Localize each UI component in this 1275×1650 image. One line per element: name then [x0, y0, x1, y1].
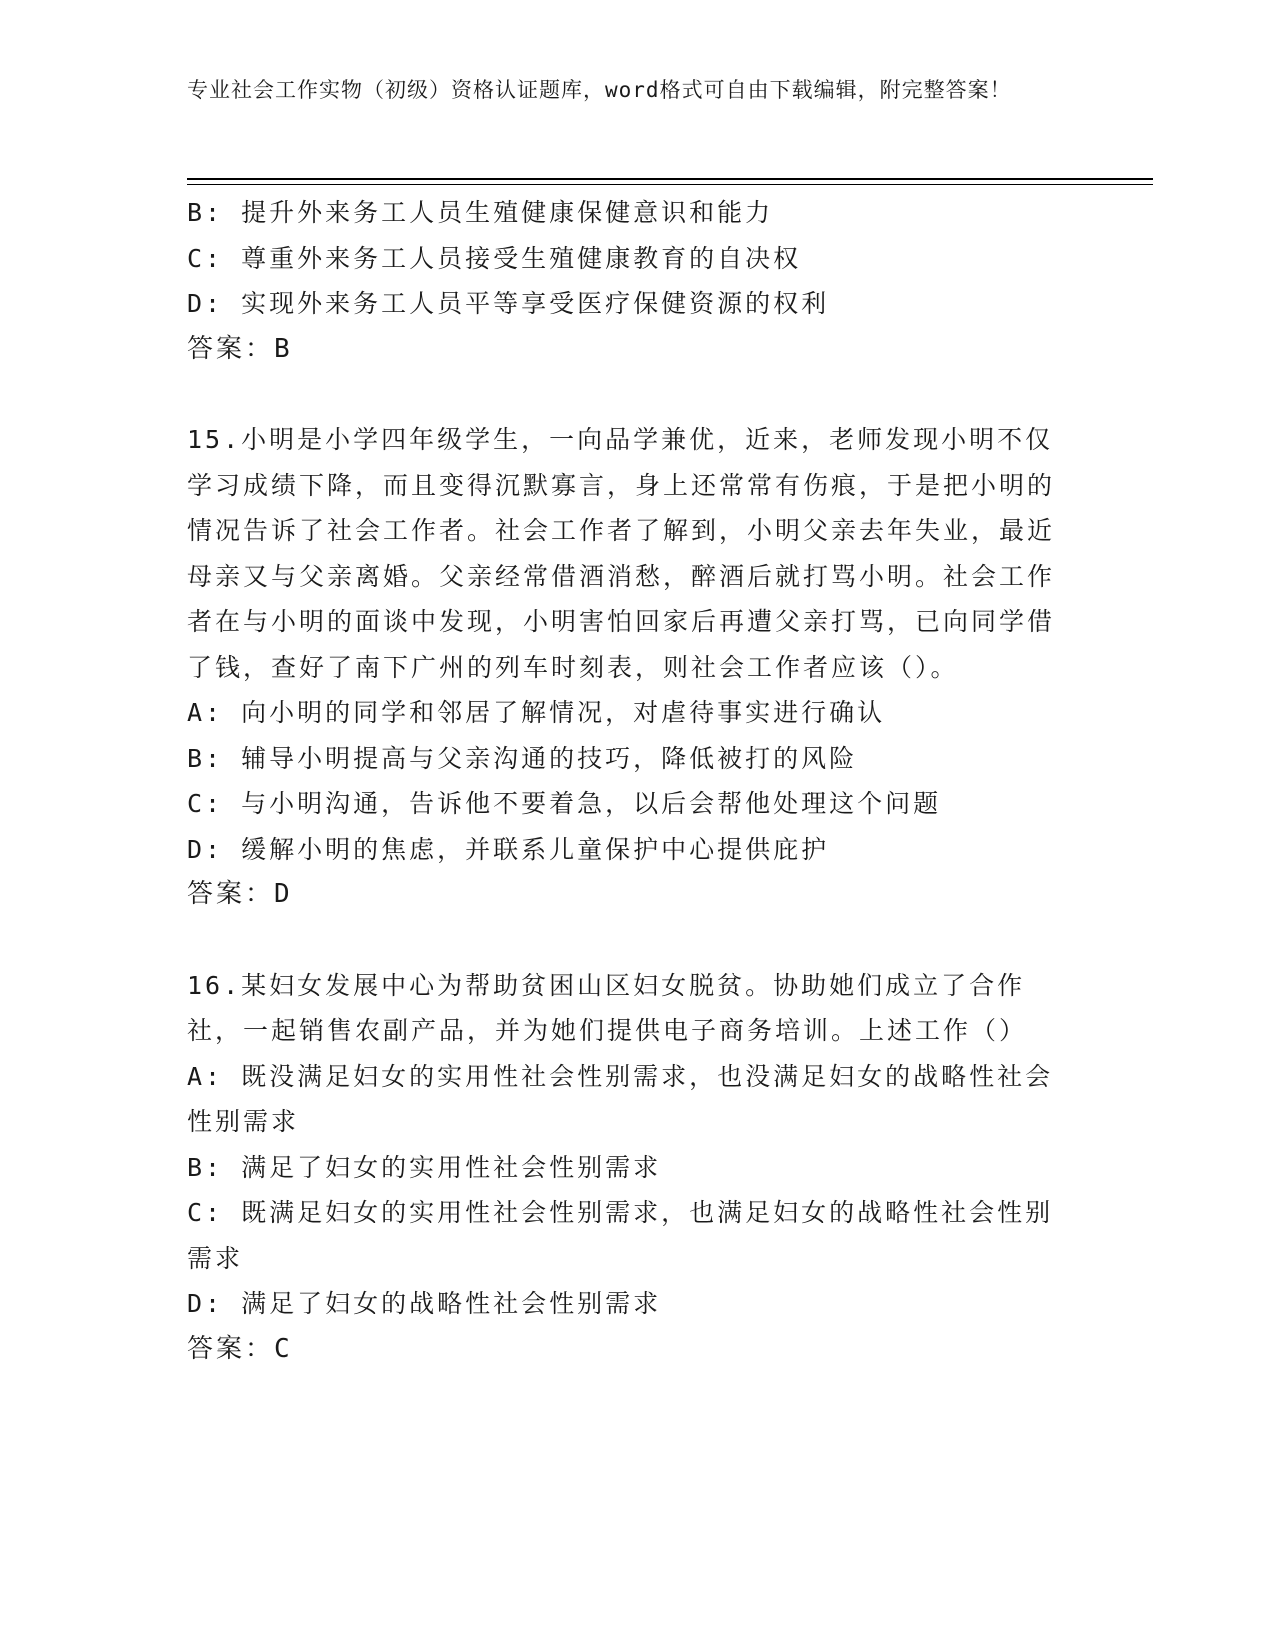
q15-answer: 答案：D — [187, 879, 293, 909]
q15-option-d: D: 缓解小明的焦虑，并联系儿童保护中心提供庇护 — [187, 834, 830, 864]
page-header: 专业社会工作实物（初级）资格认证题库，word格式可自由下载编辑，附完整答案！ — [187, 78, 1012, 102]
q16-option-a: A: 既没满足妇女的实用性社会性别需求，也没满足妇女的战略性社会性别需求 — [187, 1061, 1054, 1136]
q14-option-d: D: 实现外来务工人员平等享受医疗保健资源的权利 — [187, 289, 830, 318]
q15-option-a: A: 向小明的同学和邻居了解情况，对虐待事实进行确认 — [187, 698, 886, 727]
q16-option-b: B: 满足了妇女的实用性社会性别需求 — [187, 1152, 662, 1182]
q16-option-d: D: 满足了妇女的战略性社会性别需求 — [187, 1289, 662, 1318]
q15-stem: 15.小明是小学四年级学生，一向品学兼优，近来，老师发现小明不仅学习成绩下降，而且变得沉默寡言，身上还常常有伤痕，于是把小明的情况告诉了社会工作者。社会工作者了解到，小明父亲去年失业，最近母亲又与父亲离婚。父亲经常借酒消愁，醉酒后就打骂小明。社会工作者在与小明的面谈中发现，小明害怕回家后再遭父亲打骂，已向同学借了钱，查好了南下广州的列车时刻表，则社会工作者应该（）。 — [187, 425, 1056, 682]
header-divider-thin — [187, 184, 1153, 185]
q16-option-c: C: 既满足妇女的实用性社会性别需求，也满足妇女的战略性社会性别需求 — [187, 1198, 1054, 1273]
question-15 — [187, 417, 1067, 918]
q15-option-b: B: 辅导小明提高与父亲沟通的技巧，降低被打的风险 — [187, 743, 858, 773]
q14-option-c: C: 尊重外来务工人员接受生殖健康教育的自决权 — [187, 243, 802, 273]
q16-answer: 答案：C — [187, 1333, 293, 1364]
question-list — [187, 190, 1067, 1372]
header-divider-thick — [187, 178, 1153, 180]
q14-option-b: B: 提升外来务工人员生殖健康保健意识和能力 — [187, 198, 774, 227]
question-spacer — [187, 372, 1067, 417]
question-16 — [187, 963, 1067, 1373]
question-spacer — [187, 918, 1067, 963]
q14-answer: 答案：B — [187, 333, 293, 364]
q16-stem: 16.某妇女发展中心为帮助贫困山区妇女脱贫。协助她们成立了合作社，一起销售农副产品，并为她们提供电子商务培训。上述工作（） — [187, 970, 1028, 1045]
q15-option-c: C: 与小明沟通，告诉他不要着急，以后会帮他处理这个问题 — [187, 789, 942, 818]
question-14-remainder — [187, 190, 1067, 372]
